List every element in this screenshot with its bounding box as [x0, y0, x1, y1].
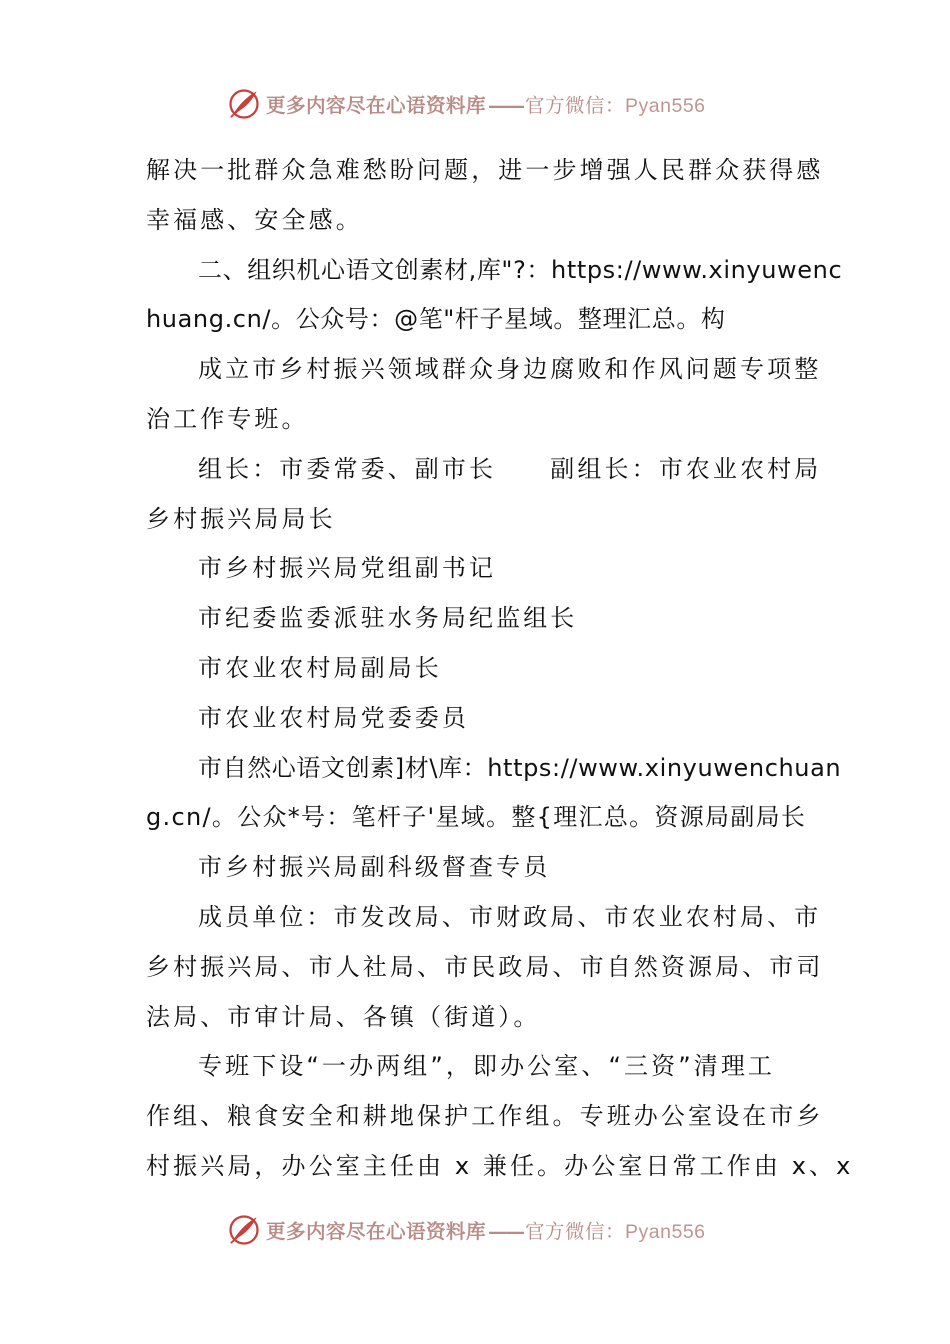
paragraph-line: 市乡村振兴局党组副书记 [198, 554, 497, 583]
paragraph-line: 法局、市审计局、各镇（街道）。 [146, 1002, 541, 1031]
paragraph-line: 成立市乡村振兴领域群众身边腐败和作风问题专项整 [198, 355, 822, 384]
paragraph-line: huang.cn/。公众号：@笔"杆子星域。整理汇总。构 [146, 305, 726, 334]
paragraph-line: 市纪委监委派驻水务局纪监组长 [198, 604, 578, 633]
footer-dash: —— [488, 1220, 524, 1243]
banner-title [266, 90, 706, 118]
footer-title [266, 1216, 706, 1244]
paragraph-line: 解决一批群众急难愁盼问题，进一步增强人民群众获得感 [146, 156, 824, 184]
document-body [146, 146, 854, 1192]
paragraph-line: 市自然心语文创素]材\库：https://www.xinyuwenchuan [198, 753, 842, 782]
paragraph-line: 乡村振兴局局长 [146, 504, 336, 533]
paragraph-line: 乡村振兴局、市人社局、市民政局、市自然资源局、市司 [146, 952, 824, 981]
paragraph-line: 作组、粮食安全和耕地保护工作组。专班办公室设在市乡 [146, 1102, 824, 1131]
banner-main-text: 更多内容尽在心语资料库 [266, 94, 487, 117]
footer-main-text: 更多内容尽在心语资料库 [266, 1220, 487, 1243]
paragraph-line: 幸福感、安全感。 [146, 205, 363, 234]
paragraph-line: 成员单位：市发改局、市财政局、市农业农村局、市 [198, 902, 822, 931]
banner-dash: —— [488, 94, 524, 117]
header-banner [0, 84, 950, 124]
paragraph-line: 治工作专班。 [146, 404, 309, 433]
paragraph-line: g.cn/。公众*号：笔杆子'星域。整{理汇总。资源局副局长 [146, 803, 807, 832]
section-heading-line: 二、组织机心语文创素材,库"?：https://www.xinyuwenc [198, 255, 843, 284]
footer-wechat-id: Pyan556 [625, 1221, 706, 1243]
paragraph-line: 组长：市委常委、副市长 副组长：市农业农村局 [198, 454, 822, 483]
paragraph-line: 市农业农村局副局长 [198, 653, 442, 682]
footer-banner [0, 1210, 950, 1250]
paragraph-line: 市乡村振兴局副科级督查专员 [198, 853, 551, 882]
paragraph-line: 村振兴局，办公室主任由 x 兼任。办公室日常工作由 x、x [146, 1151, 854, 1180]
paragraph-line: 市农业农村局党委委员 [198, 703, 469, 732]
footer-wechat-label: 官方微信： [525, 1220, 626, 1243]
banner-wechat-id: Pyan556 [625, 95, 706, 117]
paragraph-line: 专班下设“一办两组”，即办公室、“三资”清理工 [198, 1052, 776, 1081]
feather-pen-icon [226, 86, 262, 122]
banner-wechat-label: 官方微信： [525, 94, 626, 117]
feather-pen-icon [226, 1212, 262, 1248]
